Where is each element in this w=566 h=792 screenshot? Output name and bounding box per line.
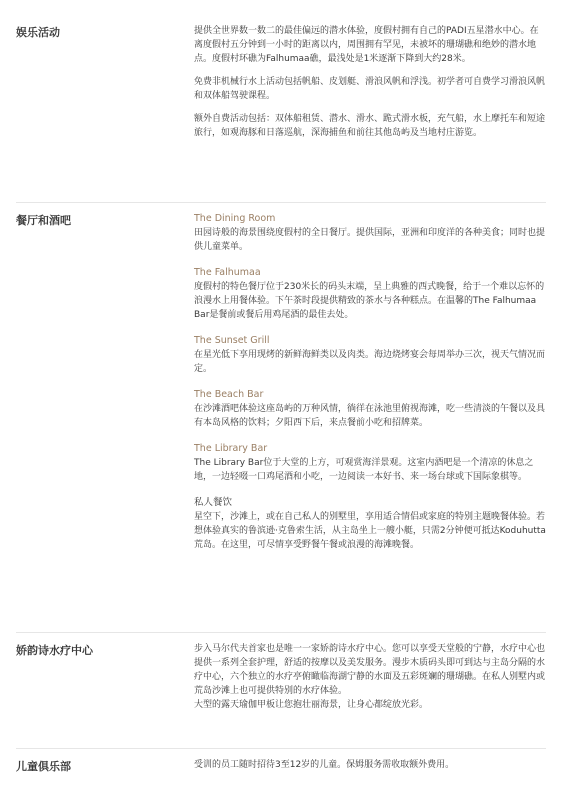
section-body: [194, 24, 546, 149]
section-divider: [16, 748, 546, 749]
venue-name: The Dining Room: [194, 213, 276, 224]
section-title: 餐厅和酒吧: [16, 214, 71, 227]
venue-name: 私人餐饮: [194, 497, 233, 508]
venue: [194, 266, 546, 322]
paragraph: 受训的员工随时招待3至12岁的儿童。保姆服务需收取额外费用。: [194, 760, 455, 770]
section-title: 娇韵诗水疗中心: [16, 644, 93, 657]
venue-description: 度假村的特色餐厅位于230米长的码头末端，呈上典雅的西式晚餐，给于一个难以忘怀的浪漫水上用餐体验。下午茶时段提供精致的茶水与各种糕点。在温馨的The Falhumaa Bar是餐前或餐后用鸡尾酒的最佳去处。: [194, 282, 545, 320]
venue: [194, 496, 546, 552]
venue-description: 田园诗般的海景围绕度假村的全日餐厅。提供国际，亚洲和印度洋的各种美食；同时也提供儿童菜单。: [194, 228, 546, 252]
venue-description: The Library Bar位于大堂的上方，可观赏海洋景观。这室内酒吧是一个清凉的休息之地，一边轻啜一口鸡尾酒和小吃，一边阅读一本好书、来一场台球或下国际象棋等。: [194, 458, 534, 482]
paragraph: 免费非机械行水上活动包括帆船、皮划艇、滑浪风帆和浮浅。初学者可自费学习滑浪风帆和双体船驾驶课程。: [194, 77, 546, 101]
paragraph: 提供全世界数一数二的最佳偏远的潜水体验，度假村拥有自己的PADI五星潜水中心。在离度假村五分钟到一小时的距离以内，周围拥有罕见，未被坏的珊瑚礁和绝妙的潜水地点。度假村环礁为Falhumaa礁，最浅处是1米逐渐下降到大约28米。: [194, 26, 539, 64]
venue: [194, 442, 546, 484]
venue-description: 在沙滩酒吧体验这座岛屿的万种风情，徜徉在泳池里俯视海滩，吃一些清淡的午餐以及具有本岛风格的饮料；夕阳西下后，来点餐前小吃和招牌菜。: [194, 404, 546, 428]
section-divider: [16, 202, 546, 203]
venue-name: The Library Bar: [194, 443, 268, 454]
venue-description: 在星光低下享用现烤的新鲜海鲜类以及肉类。海边烧烤宴会每周举办三次，视天气情况而定。: [194, 350, 546, 374]
paragraph: 额外自费活动包括：双体船租赁、潜水、滑水、跪式滑水板，充气船，水上摩托车和短途旅行，如观海豚和日落巡航，深海捕鱼和前往其他岛屿及当地村庄游览。: [194, 114, 546, 138]
venue-name: The Sunset Grill: [194, 335, 270, 346]
section-title: 儿童俱乐部: [16, 760, 71, 773]
venue-description: 星空下，沙滩上，或在自己私人的别墅里，享用适合情侣或家庭的特别主题晚餐体验。若想体验真实的鲁滨逊·克鲁索生活，从主岛坐上一艘小艇，只需2分钟便可抵达Koduhutta荒岛。在这里，可尽情享受野餐午餐或浪漫的海滩晚餐。: [194, 512, 546, 550]
section-body: [194, 212, 546, 564]
venue: [194, 334, 546, 376]
paragraph: 大型的露天瑜伽甲板让您抱壮丽海景，让身心都绽放光彩。: [194, 700, 429, 710]
section-divider: [16, 632, 546, 633]
section-body: [194, 758, 546, 781]
venue: [194, 212, 546, 254]
venue: [194, 388, 546, 430]
paragraph: 步入马尔代夫首家也是唯一一家娇韵诗水疗中心。您可以享受天堂般的宁静，水疗中心也提供一系列全套护理，舒适的按摩以及美发服务。漫步木质码头即可到达与主岛分隔的水疗中心，六个独立的水疗亭俯瞰临海湖宁静的水面及五彩斑斓的珊瑚礁。在私人别墅内或荒岛沙滩上也可提供特别的水疗体验。: [194, 644, 546, 696]
section-body: [194, 642, 546, 721]
section-title: 娱乐活动: [16, 26, 60, 39]
venue-name: The Falhumaa: [194, 267, 261, 278]
venue-name: The Beach Bar: [194, 389, 264, 400]
